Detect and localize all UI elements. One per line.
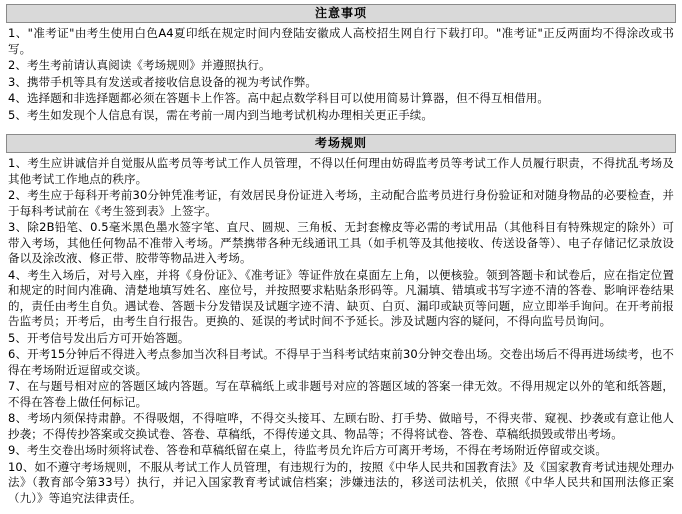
list-item: 1、"准考证"由考生使用白色A4夏印纸在规定时间内登陆安徽成人高校招生网自行下载打印。"准考证"正反两面均不得涂改或书写。 <box>8 26 674 56</box>
list-item: 5、考生如发现个人信息有误，需在考前一周内到当地考试机构办理相关更正手续。 <box>8 107 434 122</box>
list-item: 3、携带手机等具有发送或者接收信息设备的视为考试作弊。 <box>8 74 318 89</box>
notice-section <box>6 4 676 126</box>
list-item: 4、选择题和非选择题都必须在答题卡上作答。高中起点数学科目可以使用简易计算器，但不得互相借用。 <box>8 91 550 105</box>
list-item: 3、除2B铅笔、0.5毫米黑色墨水签字笔、直尺、圆规、三角板、无封套橡皮等必需的考试用品（其他科目有特殊规定的除外）可带入考场，其他任何物品不准带入考场。严禁携带各种无线通讯工具（如手机等及其他接收、传送设备等）、电子存储记忆录放设备以及涂改液、修正带、胶带等物品进入考场。 <box>8 220 674 265</box>
list-item: 9、考生交卷出场时须将试卷、答卷和草稿纸留在桌上，待监考员允许后方可离开考场，不得在考场附近停留或交谈。 <box>8 443 608 457</box>
list-item: 6、开考15分钟后不得进入考点参加当次科目考试。不得早于当科考试结束前30分钟交卷出场。交卷出场后不得再进场续考，也不得在考场附近逗留或交谈。 <box>8 347 674 377</box>
regulations-section <box>6 134 676 509</box>
regulations-section-title: 考场规则 <box>6 134 676 153</box>
section-divider-spacer <box>6 126 676 134</box>
list-item: 2、考生应于每科开考前30分钟凭准考证，有效居民身份证进入考场，主动配合监考员进行身份验证和对随身物品的必要检查，并于每科考试前在《考生签到表》上签字。 <box>8 188 674 218</box>
notice-section-title: 注意事项 <box>6 4 676 23</box>
list-item: 10、如不遵守考场规则，不服从考试工作人员管理，有违规行为的，按照《中华人民共和国教育法》及《国家教育考试违规处理办法》（教育部令第33号）执行，并记入国家教育考试诚信档案；涉嫌违法的，移送司法机关，依照《中华人民共和国刑法修正案（九）》等追究法律责任。 <box>8 459 674 505</box>
list-item: 4、考生入场后，对号入座，并将《身份证》、《准考证》等证件放在桌面左上角，以便核验。领到答题卡和试卷后，应在指定位置和规定的时间内准确、清楚地填写姓名、座位号，并按照要求粘贴条形码等。凡漏填、错填或书写字迹不清的答卷、影响评卷结果的，责任由考生自负。遇试卷、答题卡分发错误及试题字迹不清、缺页、白页、漏印或缺页等问题，应立即举手询问。在开考前报告监考员；开考后，由考生自行报告。更换的、延误的考试时间不予延长。涉及试题内容的疑问，不得向监号员询问。 <box>8 267 674 328</box>
notice-section-body <box>6 23 676 126</box>
list-item: 2、考生考前请认真阅读《考场规则》并遵照执行。 <box>8 58 271 72</box>
regulations-section-body <box>6 153 676 509</box>
list-item: 7、在与题号相对应的答题区域内答题。写在草稿纸上或非题号对应的答题区域的答案一律无效。不得用规定以外的笔和纸答题，不得在答卷上做任何标记。 <box>8 379 674 409</box>
list-item: 1、考生应讲诚信并自觉服从监考员等考试工作人员管理，不得以任何理由妨碍监考员等考试工作人员履行职责，不得扰乱考场及其他考试工作地点的秩序。 <box>8 156 674 186</box>
list-item: 8、考场内须保持肃静。不得吸烟，不得喧哗，不得交头接耳、左顾右盼、打手势、做暗号，不得夹带、窥视、抄袭或有意让他人抄袭；不得传抄答案或交换试卷、答卷、草稿纸，不得传递文具、物品等；不得将试卷、答卷、草稿纸损毁或带出考场。 <box>8 411 674 441</box>
list-item: 5、开考信号发出后方可开始答题。 <box>8 330 190 345</box>
